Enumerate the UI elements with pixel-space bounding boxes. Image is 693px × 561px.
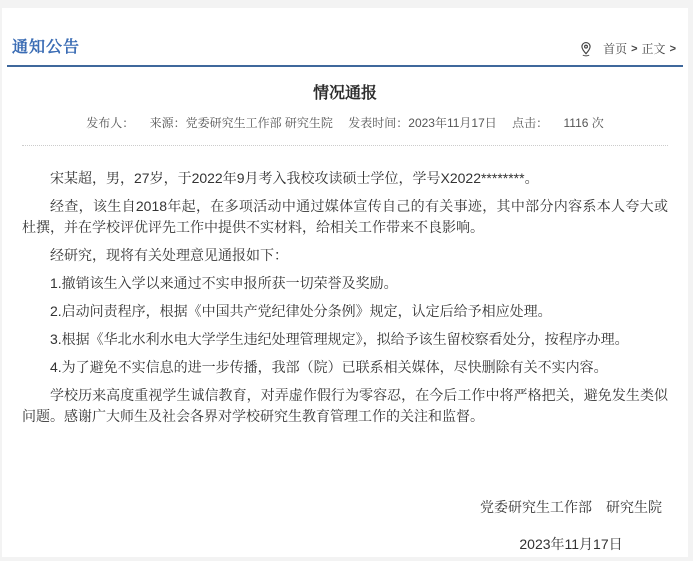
signature-department: 党委研究生工作部 研究生院	[480, 499, 662, 515]
article-title: 情况通报	[312, 85, 377, 102]
breadcrumb-separator: >	[631, 42, 638, 55]
breadcrumb	[579, 40, 676, 57]
body-paragraph: 宋某超，男，27岁，于2022年9月考入我校攻读硕士学位，学号X2022********。	[50, 170, 539, 186]
meta-source: 来源：党委研究生工作部 研究生院	[149, 116, 333, 130]
section-title: 通知公告	[12, 39, 81, 56]
body-paragraph: 经研究，现将有关处理意见通报如下：	[50, 247, 288, 263]
body-paragraph: 学校历来高度重视学生诚信教育，对弄虚作假行为零容忍，在今后工作中将严格把关，避免发生类似问题。感谢广大师生及社会各界对学校研究生教育管理工作的关注和监督。	[22, 387, 668, 424]
body-paragraph: 1.撤销该生入学以来通过不实申报所获一切荣誉及奖励。	[50, 275, 398, 291]
breadcrumb-separator: >	[669, 42, 676, 55]
meta-clicks-label: 点击：	[512, 116, 549, 130]
breadcrumb-home-link[interactable]: 首页	[603, 42, 628, 56]
body-paragraph: 4.为了避免不实信息的进一步传播，我部（院）已联系相关媒体，尽快删除有关不实内容。	[50, 359, 608, 375]
signature-block	[2, 497, 688, 554]
header-divider	[7, 65, 683, 67]
section-header	[2, 8, 688, 65]
meta-publish-time: 发表时间：2023年11月17日	[348, 116, 497, 130]
meta-clicks-value: 1116 次	[563, 116, 604, 130]
body-paragraph: 2.启动问责程序，根据《中国共产党纪律处分条例》规定，认定后给予相应处理。	[50, 303, 552, 319]
body-paragraph: 3.根据《华北水利水电大学学生违纪处理管理规定》，拟给予该生留校察看处分，按程序办理。	[50, 331, 629, 347]
meta-publisher-label: 发布人：	[86, 116, 135, 130]
body-paragraph: 经查，该生自2018年起，在多项活动中通过媒体宣传自己的有关事迹，其中部分内容系本人夸大或杜撰，并在学校评优评先工作中提供不实材料，给相关工作带来不良影响。	[22, 198, 668, 235]
signature-date: 2023年11月17日	[519, 536, 623, 552]
location-pin-icon	[579, 41, 593, 57]
notice-page	[2, 8, 688, 557]
article-meta	[2, 114, 688, 131]
article-body	[2, 146, 688, 427]
breadcrumb-current-link[interactable]: 正文	[641, 42, 666, 56]
